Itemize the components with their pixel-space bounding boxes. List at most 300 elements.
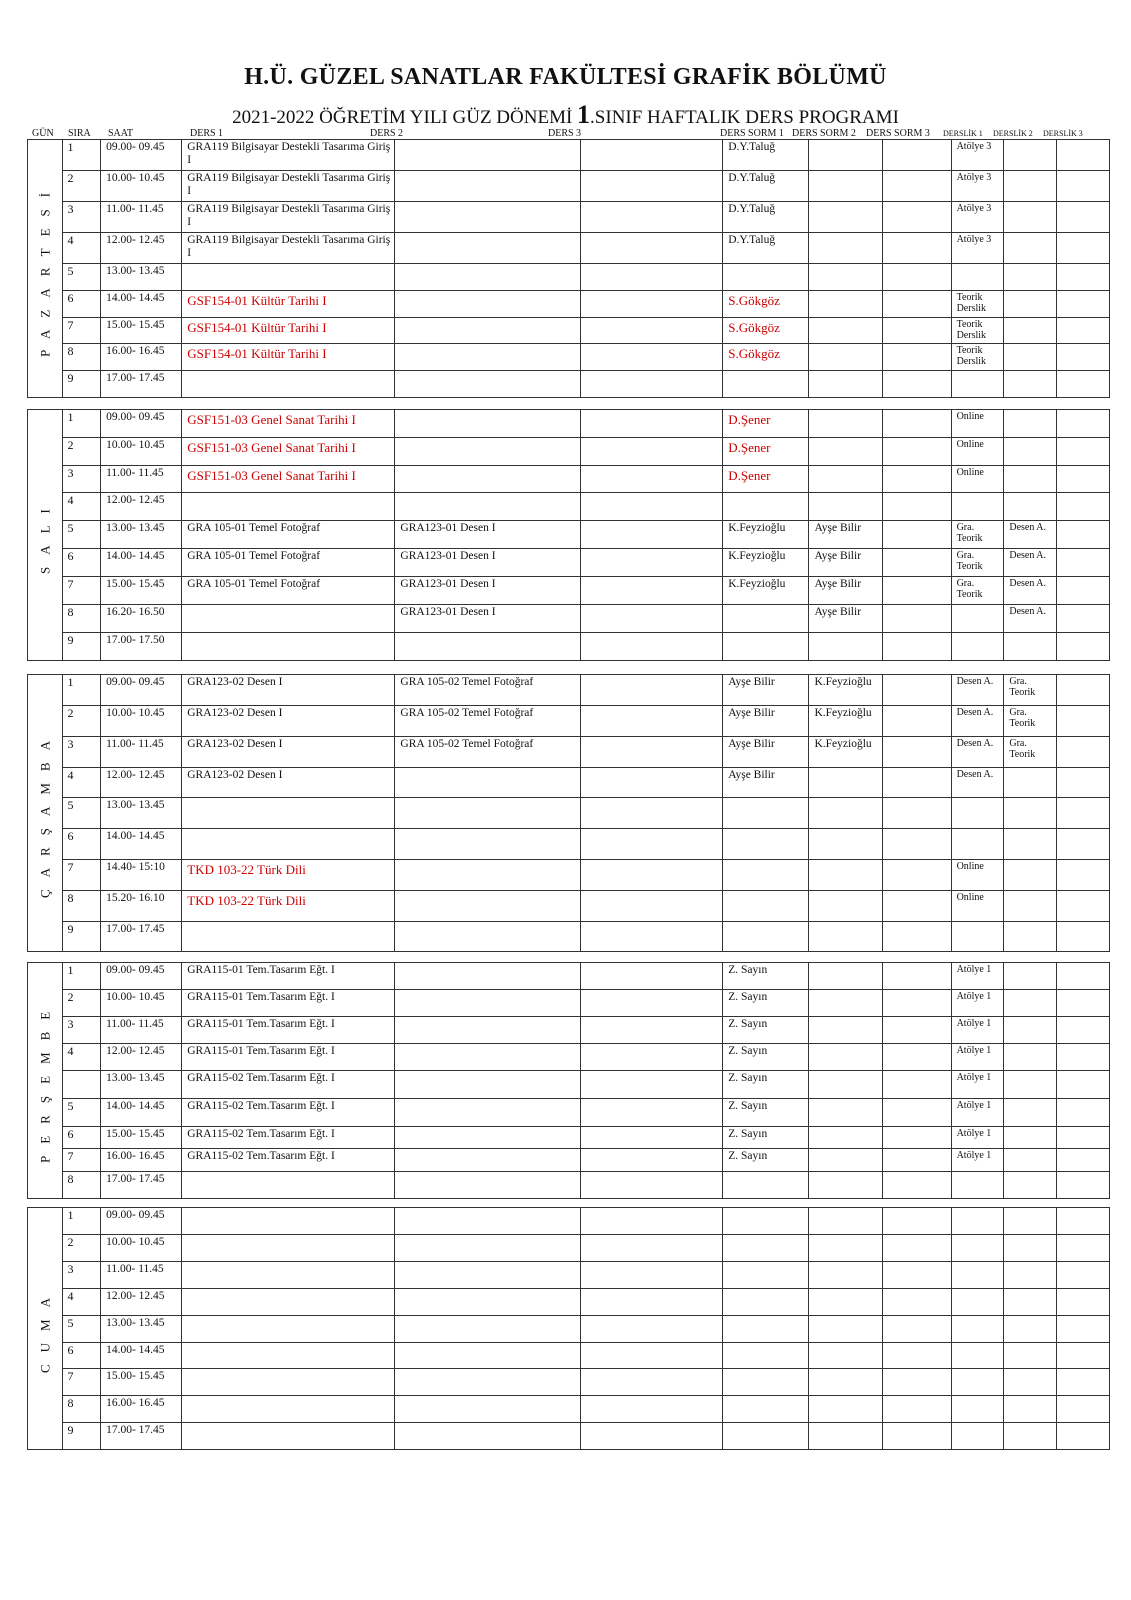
cell-sira: 1	[62, 140, 101, 171]
cell-s3	[882, 318, 951, 344]
cell-d2	[1004, 891, 1057, 922]
cell-sira: 4	[62, 493, 101, 521]
cell-saat: 13.00- 13.45	[101, 264, 182, 291]
cell-saat: 10.00- 10.45	[101, 706, 182, 737]
cell-s1	[723, 798, 809, 829]
cell-d2	[1004, 1208, 1057, 1235]
cell-d3	[1057, 860, 1110, 891]
cell-d3	[1057, 1149, 1110, 1172]
cell-d3	[1057, 768, 1110, 798]
cell-d3	[1057, 344, 1110, 371]
cell-d2: Desen A.	[1004, 549, 1057, 577]
cell-sira: 7	[62, 1149, 101, 1172]
cell-ders3	[581, 633, 723, 661]
cell-sira: 6	[62, 1343, 101, 1369]
cell-s1: Z. Sayın	[723, 1099, 809, 1127]
cell-ders3	[581, 1262, 723, 1289]
cell-ders2	[395, 1423, 581, 1450]
cell-d2: Gra. Teorik	[1004, 675, 1057, 706]
cell-saat: 11.00- 11.45	[101, 466, 182, 493]
cell-d1	[951, 1262, 1004, 1289]
cell-d1: Atölye 1	[951, 1044, 1004, 1071]
table-row	[28, 1149, 1110, 1172]
cell-s1: Ayşe Bilir	[723, 675, 809, 706]
cell-s1	[723, 1208, 809, 1235]
cell-s1	[723, 1343, 809, 1369]
cell-d1: Atölye 1	[951, 963, 1004, 990]
day-name: PAZARTESİ	[28, 140, 63, 398]
col-sorm3: DERS SORM 3	[866, 128, 930, 139]
cell-s3	[882, 1149, 951, 1172]
cell-s3	[882, 344, 951, 371]
cell-sira: 3	[62, 1262, 101, 1289]
cell-ders1: GSF154-01 Kültür Tarihi I	[182, 318, 395, 344]
cell-d3	[1057, 1396, 1110, 1423]
cell-s2: K.Feyzioğlu	[809, 675, 882, 706]
cell-saat: 12.00- 12.45	[101, 233, 182, 264]
cell-sira: 5	[62, 1316, 101, 1343]
cell-d1	[951, 798, 1004, 829]
cell-s2	[809, 1208, 882, 1235]
cell-ders2	[395, 1099, 581, 1127]
cell-s1: D.Şener	[723, 438, 809, 466]
cell-d3	[1057, 202, 1110, 233]
cell-ders2: GRA123-01 Desen I	[395, 521, 581, 549]
day-name: PERŞEMBE	[28, 963, 63, 1199]
cell-sira: 4	[62, 1289, 101, 1316]
cell-s3	[882, 1172, 951, 1199]
cell-ders2	[395, 768, 581, 798]
cell-s3	[882, 737, 951, 768]
cell-saat: 13.00- 13.45	[101, 1071, 182, 1099]
cell-saat: 14.00- 14.45	[101, 1343, 182, 1369]
cell-saat: 15.00- 15.45	[101, 577, 182, 605]
cell-d2	[1004, 1044, 1057, 1071]
cell-ders3	[581, 1369, 723, 1396]
cell-d2	[1004, 1017, 1057, 1044]
cell-ders3	[581, 371, 723, 398]
subtitle-after: .SINIF HAFTALIK DERS PROGRAMI	[590, 107, 899, 128]
cell-s3	[882, 521, 951, 549]
cell-ders3	[581, 318, 723, 344]
day-table	[27, 1207, 1110, 1450]
cell-d2	[1004, 1316, 1057, 1343]
cell-saat: 16.00- 16.45	[101, 1396, 182, 1423]
col-gun: GÜN	[32, 128, 54, 139]
cell-sira: 1	[62, 675, 101, 706]
cell-saat: 09.00- 09.45	[101, 963, 182, 990]
cell-s2	[809, 1262, 882, 1289]
table-row	[28, 140, 1110, 171]
table-row	[28, 706, 1110, 737]
day-table	[27, 409, 1110, 661]
day-block	[27, 674, 1110, 952]
cell-sira	[62, 1071, 101, 1099]
cell-s1	[723, 371, 809, 398]
cell-ders2	[395, 233, 581, 264]
table-row	[28, 1423, 1110, 1450]
cell-ders2	[395, 1127, 581, 1149]
cell-d1: Online	[951, 438, 1004, 466]
cell-d1: Gra. Teorik	[951, 549, 1004, 577]
cell-s2: Ayşe Bilir	[809, 605, 882, 633]
cell-d3	[1057, 633, 1110, 661]
cell-ders1: GRA123-02 Desen I	[182, 737, 395, 768]
cell-ders1	[182, 371, 395, 398]
table-row	[28, 549, 1110, 577]
cell-ders1: GRA119 Bilgisayar Destekli Tasarıma Giriş I	[182, 171, 395, 202]
cell-d1	[951, 1343, 1004, 1369]
cell-d2	[1004, 202, 1057, 233]
table-row	[28, 1127, 1110, 1149]
cell-ders3	[581, 1235, 723, 1262]
cell-s2	[809, 829, 882, 860]
cell-d2	[1004, 1369, 1057, 1396]
cell-ders1	[182, 605, 395, 633]
cell-d1	[951, 1235, 1004, 1262]
cell-sira: 2	[62, 1235, 101, 1262]
cell-s2	[809, 410, 882, 438]
table-row	[28, 990, 1110, 1017]
cell-ders3	[581, 1044, 723, 1071]
cell-s3	[882, 1262, 951, 1289]
cell-sira: 5	[62, 798, 101, 829]
cell-d1	[951, 1369, 1004, 1396]
cell-d1	[951, 493, 1004, 521]
cell-d3	[1057, 605, 1110, 633]
cell-d2	[1004, 1423, 1057, 1450]
cell-d1: Atölye 1	[951, 1071, 1004, 1099]
cell-s2	[809, 264, 882, 291]
cell-d2	[1004, 1289, 1057, 1316]
cell-d1: Atölye 1	[951, 1099, 1004, 1127]
cell-sira: 8	[62, 1396, 101, 1423]
cell-ders1: GRA119 Bilgisayar Destekli Tasarıma Giriş I	[182, 233, 395, 264]
cell-ders1	[182, 1289, 395, 1316]
table-row	[28, 466, 1110, 493]
cell-ders1: GRA115-01 Tem.Tasarım Eğt. I	[182, 1044, 395, 1071]
cell-s2	[809, 1099, 882, 1127]
cell-s2	[809, 318, 882, 344]
cell-saat: 09.00- 09.45	[101, 140, 182, 171]
cell-s2	[809, 371, 882, 398]
cell-ders3	[581, 1289, 723, 1316]
cell-s2	[809, 1423, 882, 1450]
cell-s3	[882, 1396, 951, 1423]
cell-ders2	[395, 493, 581, 521]
cell-ders3	[581, 1208, 723, 1235]
cell-d3	[1057, 1235, 1110, 1262]
cell-s3	[882, 706, 951, 737]
cell-sira: 5	[62, 1099, 101, 1127]
cell-ders3	[581, 202, 723, 233]
cell-ders2	[395, 1316, 581, 1343]
cell-s1	[723, 1369, 809, 1396]
cell-s3	[882, 891, 951, 922]
cell-sira: 8	[62, 891, 101, 922]
cell-ders1: GRA115-02 Tem.Tasarım Eğt. I	[182, 1127, 395, 1149]
cell-saat: 14.00- 14.45	[101, 1099, 182, 1127]
cell-ders1: GRA119 Bilgisayar Destekli Tasarıma Giriş I	[182, 140, 395, 171]
cell-d3	[1057, 1172, 1110, 1199]
cell-s1	[723, 1172, 809, 1199]
day-name: ÇARŞAMBA	[28, 675, 63, 952]
cell-d3	[1057, 1044, 1110, 1071]
table-row	[28, 768, 1110, 798]
cell-s3	[882, 1044, 951, 1071]
cell-saat: 14.00- 14.45	[101, 291, 182, 318]
table-row	[28, 171, 1110, 202]
cell-d1: Desen A.	[951, 675, 1004, 706]
cell-sira: 3	[62, 1017, 101, 1044]
table-row	[28, 737, 1110, 768]
cell-d2	[1004, 291, 1057, 318]
cell-ders2	[395, 860, 581, 891]
table-row	[28, 438, 1110, 466]
cell-s1: S.Gökgöz	[723, 318, 809, 344]
cell-saat: 17.00- 17.50	[101, 633, 182, 661]
cell-s1	[723, 1235, 809, 1262]
cell-saat: 14.40- 15:10	[101, 860, 182, 891]
cell-s1	[723, 829, 809, 860]
cell-s1: K.Feyzioğlu	[723, 549, 809, 577]
cell-s1: Ayşe Bilir	[723, 768, 809, 798]
cell-ders3	[581, 605, 723, 633]
day-block	[27, 139, 1110, 398]
cell-ders3	[581, 1172, 723, 1199]
cell-s3	[882, 798, 951, 829]
table-row	[28, 264, 1110, 291]
cell-ders2	[395, 798, 581, 829]
cell-d1	[951, 1289, 1004, 1316]
cell-ders3	[581, 171, 723, 202]
cell-ders1: GSF154-01 Kültür Tarihi I	[182, 344, 395, 371]
cell-s1	[723, 1262, 809, 1289]
col-derslik3: DERSLİK 3	[1043, 129, 1083, 138]
cell-ders2	[395, 1208, 581, 1235]
cell-s1: K.Feyzioğlu	[723, 577, 809, 605]
cell-s2	[809, 1316, 882, 1343]
cell-ders2	[395, 1262, 581, 1289]
cell-s2	[809, 891, 882, 922]
table-row	[28, 410, 1110, 438]
cell-sira: 4	[62, 233, 101, 264]
cell-ders1: GRA115-01 Tem.Tasarım Eğt. I	[182, 963, 395, 990]
cell-ders1: GRA119 Bilgisayar Destekli Tasarıma Giriş I	[182, 202, 395, 233]
cell-d3	[1057, 798, 1110, 829]
cell-ders1: GRA115-02 Tem.Tasarım Eğt. I	[182, 1149, 395, 1172]
cell-s2	[809, 633, 882, 661]
cell-d1: Atölye 1	[951, 990, 1004, 1017]
cell-d3	[1057, 1423, 1110, 1450]
cell-ders1	[182, 1235, 395, 1262]
cell-d1	[951, 922, 1004, 952]
cell-s1: S.Gökgöz	[723, 344, 809, 371]
cell-d1	[951, 371, 1004, 398]
cell-s3	[882, 990, 951, 1017]
cell-d2	[1004, 768, 1057, 798]
cell-s3	[882, 1017, 951, 1044]
cell-d2	[1004, 633, 1057, 661]
cell-s3	[882, 1071, 951, 1099]
cell-s2	[809, 291, 882, 318]
cell-s3	[882, 1289, 951, 1316]
cell-s1	[723, 1289, 809, 1316]
cell-d1: Teorik Derslik	[951, 318, 1004, 344]
cell-ders2: GRA123-01 Desen I	[395, 549, 581, 577]
cell-d3	[1057, 1208, 1110, 1235]
cell-d1: Atölye 3	[951, 171, 1004, 202]
col-sorm2: DERS SORM 2	[792, 128, 856, 139]
col-ders1: DERS 1	[190, 128, 224, 139]
table-row	[28, 1172, 1110, 1199]
cell-s2	[809, 140, 882, 171]
cell-d3	[1057, 706, 1110, 737]
cell-d2	[1004, 493, 1057, 521]
cell-sira: 6	[62, 1127, 101, 1149]
cell-d3	[1057, 1017, 1110, 1044]
cell-s1: Z. Sayın	[723, 1149, 809, 1172]
cell-ders3	[581, 1149, 723, 1172]
cell-sira: 7	[62, 577, 101, 605]
cell-ders1	[182, 1423, 395, 1450]
day-table	[27, 962, 1110, 1199]
cell-s3	[882, 768, 951, 798]
cell-sira: 6	[62, 829, 101, 860]
cell-ders3	[581, 706, 723, 737]
cell-sira: 3	[62, 466, 101, 493]
cell-ders1: GRA 105-01 Temel Fotoğraf	[182, 549, 395, 577]
cell-ders2	[395, 1044, 581, 1071]
cell-d3	[1057, 1316, 1110, 1343]
cell-saat: 12.00- 12.45	[101, 493, 182, 521]
cell-ders2	[395, 1396, 581, 1423]
cell-s1	[723, 1316, 809, 1343]
table-row	[28, 922, 1110, 952]
cell-s1	[723, 891, 809, 922]
cell-d2	[1004, 410, 1057, 438]
cell-ders2	[395, 344, 581, 371]
table-row	[28, 1396, 1110, 1423]
cell-ders1: GRA115-02 Tem.Tasarım Eğt. I	[182, 1071, 395, 1099]
cell-d2	[1004, 1262, 1057, 1289]
cell-ders2	[395, 922, 581, 952]
cell-s3	[882, 140, 951, 171]
cell-s2	[809, 233, 882, 264]
cell-ders2	[395, 891, 581, 922]
cell-s3	[882, 963, 951, 990]
cell-ders3	[581, 344, 723, 371]
cell-saat: 15.00- 15.45	[101, 1127, 182, 1149]
cell-saat: 14.00- 14.45	[101, 549, 182, 577]
cell-d3	[1057, 438, 1110, 466]
cell-saat: 10.00- 10.45	[101, 1235, 182, 1262]
table-row	[28, 605, 1110, 633]
cell-saat: 11.00- 11.45	[101, 737, 182, 768]
cell-s2	[809, 922, 882, 952]
cell-d1: Atölye 1	[951, 1127, 1004, 1149]
cell-ders2	[395, 291, 581, 318]
cell-ders1	[182, 1369, 395, 1396]
cell-d2	[1004, 1127, 1057, 1149]
cell-ders2	[395, 171, 581, 202]
cell-s1: D.Şener	[723, 466, 809, 493]
cell-ders2	[395, 264, 581, 291]
cell-sira: 9	[62, 922, 101, 952]
cell-ders3	[581, 675, 723, 706]
cell-s3	[882, 438, 951, 466]
cell-s3	[882, 1127, 951, 1149]
cell-d1	[951, 264, 1004, 291]
cell-s2	[809, 344, 882, 371]
cell-d2	[1004, 990, 1057, 1017]
cell-s2	[809, 1369, 882, 1396]
table-row	[28, 798, 1110, 829]
cell-s3	[882, 1316, 951, 1343]
cell-ders3	[581, 1316, 723, 1343]
col-sira: SIRA	[68, 128, 91, 139]
cell-d1: Gra. Teorik	[951, 521, 1004, 549]
cell-s2	[809, 1289, 882, 1316]
cell-saat: 11.00- 11.45	[101, 1262, 182, 1289]
cell-ders3	[581, 1099, 723, 1127]
day-block	[27, 1207, 1110, 1450]
col-saat: SAAT	[108, 128, 134, 139]
cell-saat: 13.00- 13.45	[101, 1316, 182, 1343]
cell-saat: 09.00- 09.45	[101, 675, 182, 706]
cell-d2	[1004, 140, 1057, 171]
cell-s2: K.Feyzioğlu	[809, 737, 882, 768]
cell-ders2: GRA123-01 Desen I	[395, 577, 581, 605]
cell-ders1	[182, 1343, 395, 1369]
cell-s1	[723, 633, 809, 661]
cell-ders3	[581, 1127, 723, 1149]
cell-d3	[1057, 1071, 1110, 1099]
table-row	[28, 1235, 1110, 1262]
cell-d1: Atölye 1	[951, 1017, 1004, 1044]
cell-d2: Desen A.	[1004, 605, 1057, 633]
cell-sira: 1	[62, 1208, 101, 1235]
cell-ders2	[395, 466, 581, 493]
table-row	[28, 1316, 1110, 1343]
cell-sira: 2	[62, 438, 101, 466]
cell-s2: Ayşe Bilir	[809, 549, 882, 577]
cell-ders3	[581, 990, 723, 1017]
cell-s3	[882, 1099, 951, 1127]
cell-s3	[882, 202, 951, 233]
cell-saat: 11.00- 11.45	[101, 202, 182, 233]
cell-s1: D.Y.Taluğ	[723, 171, 809, 202]
cell-saat: 17.00- 17.45	[101, 922, 182, 952]
cell-saat: 16.00- 16.45	[101, 1149, 182, 1172]
cell-ders3	[581, 768, 723, 798]
table-row	[28, 1071, 1110, 1099]
cell-d3	[1057, 737, 1110, 768]
cell-ders2	[395, 1071, 581, 1099]
cell-ders3	[581, 829, 723, 860]
table-row	[28, 891, 1110, 922]
cell-s1: D.Şener	[723, 410, 809, 438]
cell-d1: Desen A.	[951, 768, 1004, 798]
cell-d3	[1057, 171, 1110, 202]
col-derslik2: DERSLİK 2	[993, 129, 1033, 138]
cell-s3	[882, 829, 951, 860]
table-row	[28, 318, 1110, 344]
cell-d3	[1057, 1343, 1110, 1369]
cell-d3	[1057, 410, 1110, 438]
cell-s2	[809, 990, 882, 1017]
cell-saat: 17.00- 17.45	[101, 371, 182, 398]
